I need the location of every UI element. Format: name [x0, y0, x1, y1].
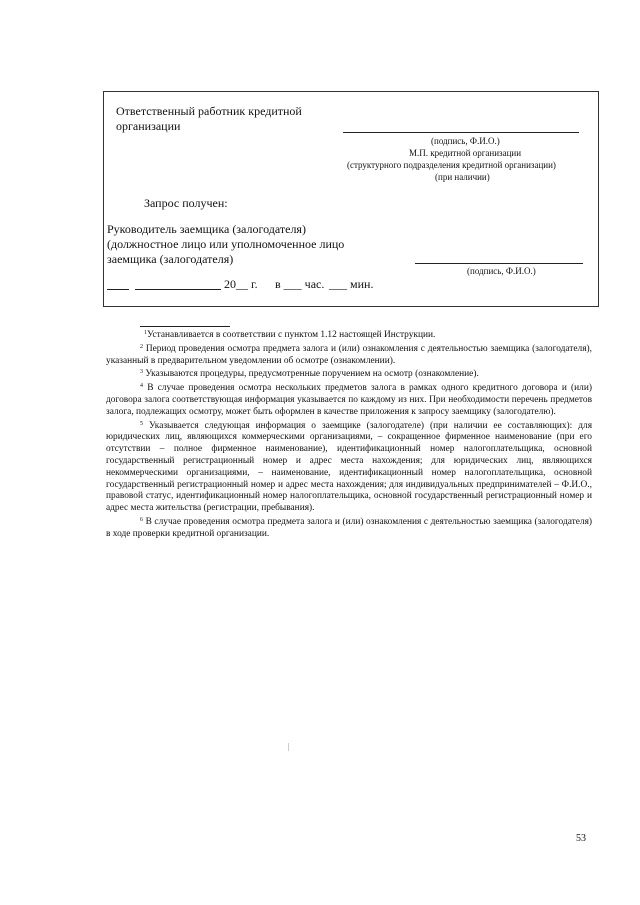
date-hour: в ___ час.: [275, 277, 325, 291]
footnote-2: [106, 342, 592, 368]
request-received-label: Запрос получен:: [144, 196, 228, 210]
employee-label-line2: организации: [116, 119, 181, 133]
footnote-6: [106, 515, 592, 541]
footnote-text: В случае проведения осмотра нескольких предметов залога в рамках одного кредитного договора и (или) договора залога соответствующая информация указывается по каждому из них. При необходимости перечень предметов залога, подлежащих осмотру, может быть оформлен в качестве приложения к запросу заемщику (залогодателю).: [106, 383, 592, 417]
date-minute: ___ мин.: [329, 277, 374, 291]
page-number: 53: [576, 833, 586, 844]
head-signature-caption: (подпись, Ф.И.О.): [467, 266, 536, 276]
head-label-line3: заемщика (залогодателя): [107, 252, 234, 266]
stamp-caption: М.П. кредитной организации: [409, 148, 522, 158]
footnote-text: Указывается следующая информация о заемщике (залогодателе) (при наличии ее составляющих): для юридических лиц, являющихся коммерческими организациями, – сокращенное фирменное наименование (при его отсутствии – полное фирменное наименование), идентификационный номер налогоплательщика, основной государственный регистрационный номер и адрес места нахождения; для юридических лиц, являющихся некоммерческими организациями, – наименование, идентификационный номер налогоплательщика, основной государственный регистрационный номер и адрес места нахождения; для индивидуальных предпринимателей – Ф.И.О., правовой статус, идентификационный номер налогоплательщика, основной государственный регистрационный номер и адрес места жительства (регистрации, пребывания).: [106, 420, 593, 514]
footnote-text: В случае проведения осмотра предмета залога и (или) ознакомления с деятельностью заемщика (залогодателя) в ходе проверки кредитной организации.: [106, 516, 593, 539]
unit-caption: (структурного подразделения кредитной организации): [347, 160, 556, 170]
head-signature-line: [415, 263, 583, 264]
head-label-line1: Руководитель заемщика (залогодателя): [107, 222, 306, 236]
footnote-mark: 3: [140, 369, 143, 376]
footnote-mark: 1: [144, 330, 147, 336]
employee-signature-caption: (подпись, Ф.И.О.): [431, 136, 500, 146]
employee-label-line1: Ответственный работник кредитной: [116, 104, 302, 118]
scan-speck: [288, 743, 290, 751]
footnote-mark: 6: [140, 516, 143, 523]
footnotes-block: [106, 328, 592, 541]
footnote-5: [106, 419, 592, 515]
head-label-line2: (должностное лицо или уполномоченное лицо: [107, 237, 345, 251]
footnote-text: Указываются процедуры, предусмотренные поручением на осмотр (ознакомление).: [145, 369, 479, 380]
date-year: 20__ г.: [224, 277, 258, 291]
footnote-1: [106, 328, 592, 342]
footnote-separator: [140, 326, 230, 327]
footnote-mark: 2: [140, 343, 143, 350]
employee-signature-line: [343, 132, 579, 133]
date-month-line: [135, 289, 221, 290]
footnote-text: Период проведения осмотра предмета залога и (или) ознакомления с деятельностью заемщика (залогодателя), указанный в предварительном уведомлении об осмотре (ознакомлении).: [106, 343, 593, 366]
if-any-caption: (при наличии): [435, 172, 490, 182]
footnote-mark: 5: [140, 420, 143, 427]
footnote-3: [106, 367, 592, 381]
footnote-4: [106, 381, 592, 418]
date-day-line: [107, 289, 129, 290]
footnote-mark: 4: [140, 383, 143, 390]
footnote-text: Устанавливается в соответствии с пунктом 1.12 настоящей Инструкции.: [147, 330, 436, 340]
